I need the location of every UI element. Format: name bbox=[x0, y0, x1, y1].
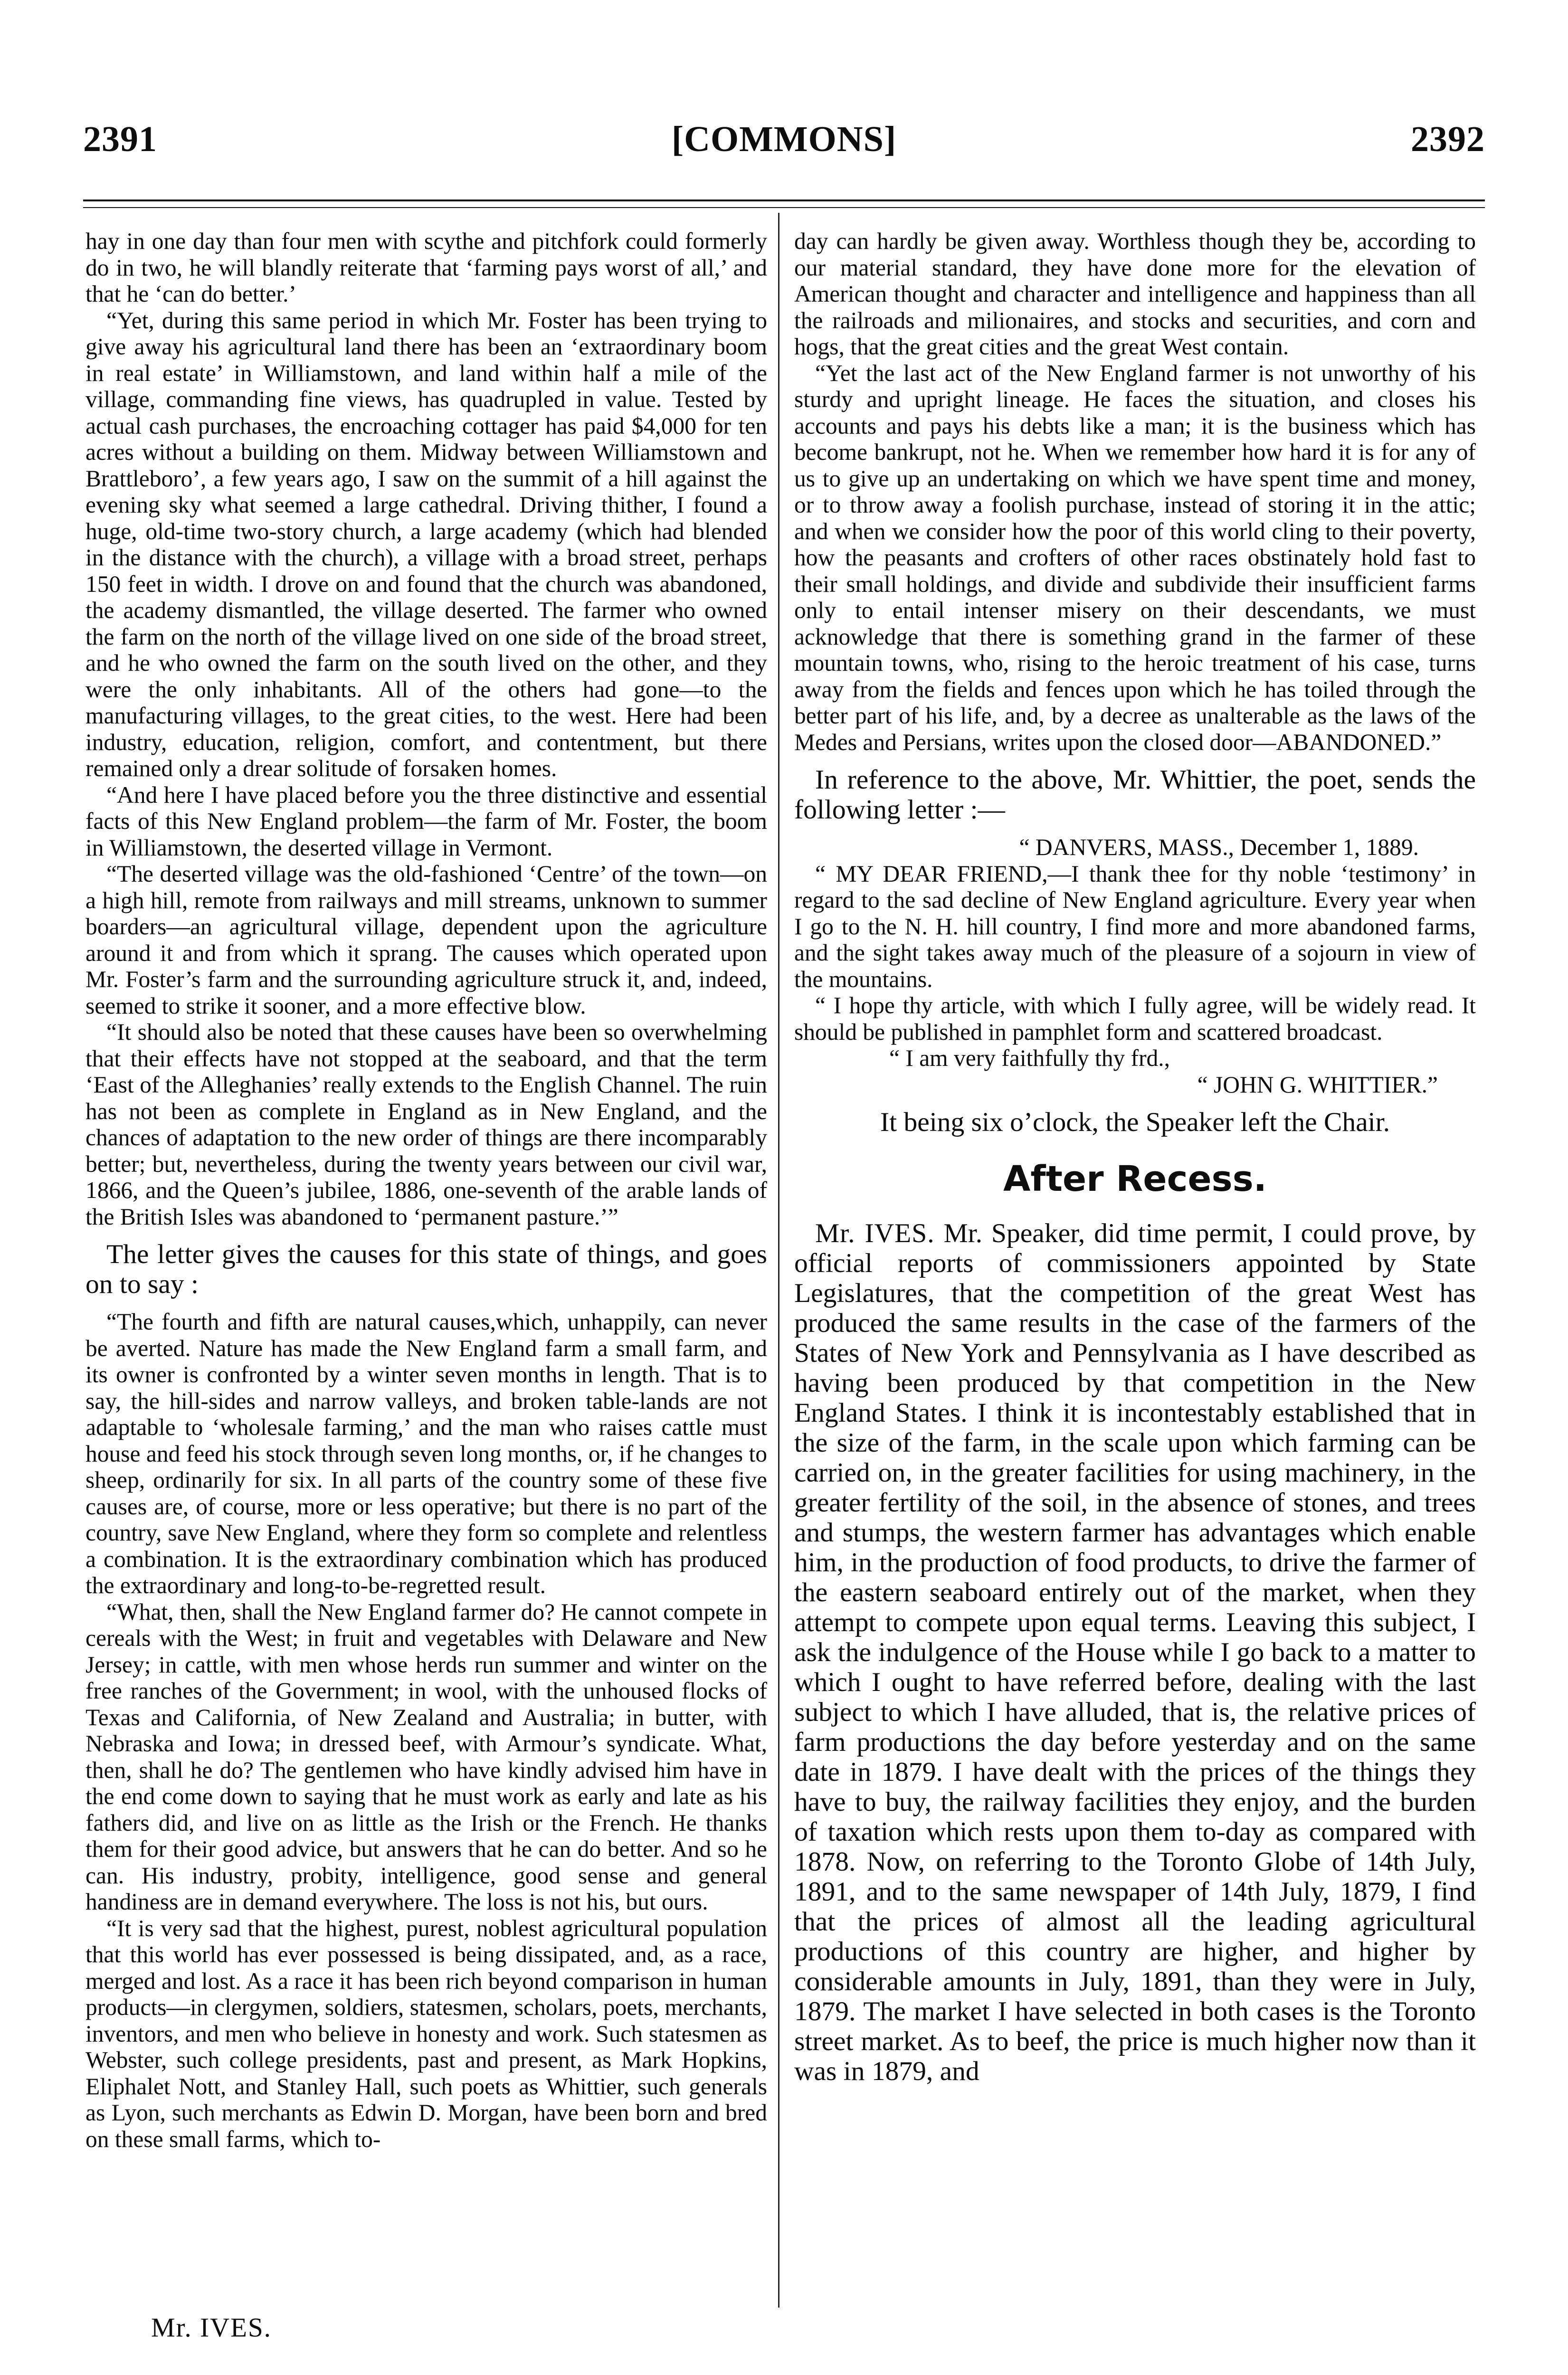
page-number-right: 2392 bbox=[1411, 119, 1485, 159]
letter-paragraph: “ MY DEAR FRIEND,—I thank thee for thy noble ‘testimony’ in regard to the sad decline of New England agriculture. Every year when I go to the N. H. hill country, I find more and more abandoned farms, and the sight takes away much of the pleasure of a sojourn in view of the mountains. bbox=[794, 860, 1476, 992]
page-number-left: 2391 bbox=[83, 119, 157, 159]
column-divider bbox=[778, 213, 779, 2308]
header-rule-thin bbox=[83, 207, 1485, 208]
body-paragraph: In reference to the above, Mr. Whittier, the poet, sends the following letter :— bbox=[794, 765, 1476, 825]
quoted-paragraph: “Yet, during this same period in which Mr. Foster has been trying to give away his agricultural land there has been an ‘extraordinary boom in real estate’ in Williamstown, and land within half a mile of the village, commanding fine views, has quadrupled in value. Tested by actual cash purchases, the encroaching cottager has paid $4,000 for ten acres without a building on them. Midway between Williamstown and Brattleboro’, a few years ago, I saw on the summit of a hill against the evening sky what seemed a large cathedral. Driving thither, I found a huge, old-time two-story church, a large academy (which had blended in the distance with the church), a village with a broad street, perhaps 150 feet in width. I drove on and found that the church was abandoned, the academy dismantled, the village deserted. The farmer who owned the farm on the north of the village lived on one side of the broad street, and he who owned the farm on the south lived on the other, and they were the only inhabitants. All of the others had gone—to the manufacturing villages, to the great cities, to the west. Here had been industry, education, religion, comfort, and contentment, but there remained only a drear solitude of forsaken homes. bbox=[86, 307, 767, 781]
letter-signature: “ JOHN G. WHITTIER.” bbox=[1197, 1071, 1438, 1098]
left-column bbox=[86, 228, 767, 2152]
quoted-paragraph: “The deserted village was the old-fashioned ‘Centre’ of the town—on a high hill, remote from railways and mill streams, unknown to summer boarders—an agricultural village, dependent upon the agriculture around it and from which it sprang. The causes which operated upon Mr. Foster’s farm and the surrounding agriculture struck it, and, indeed, seemed to strike it sooner, and a more effective blow. bbox=[86, 861, 767, 1019]
quoted-paragraph: “It should also be noted that these causes have been so overwhelming that their effects have not stopped at the seaboard, and that the term ‘East of the Alleghanies’ really extends to the English Channel. The ruin has not been as complete in England as in New England, and the chances of adaptation to the new order of things are there incomparably better; but, nevertheless, during the twenty years between our civil war, 1866, and the Queen’s jubilee, 1886, one-seventh of the arable lands of the British Isles was abandoned to ‘permanent pasture.’” bbox=[86, 1019, 767, 1230]
speaker-name: Mr. IVES. bbox=[815, 1218, 935, 1248]
quoted-paragraph: “What, then, shall the New England farmer do? He cannot compete in cereals with the West; in fruit and vegetables with Delaware and New Jersey; in cattle, with men whose herds run summer and winter on the free ranches of the Government; in wool, with the unhoused flocks of Texas and California, of New Zealand and Australia; in butter, with Nebraska and Iowa; in dressed beef, with Armour’s syndicate. What, then, shall he do? The gentlemen who have kindly advised him have in the end come down to saying that he must work as early and late as his fathers did, and live on as little as the Irish or the French. He thanks them for their good advice, but answers that he can do better. And so he can. His industry, probity, intelligence, good sense and general handiness are in demand everywhere. The loss is not his, but ours. bbox=[86, 1598, 767, 1915]
quoted-paragraph: “It is very sad that the highest, purest, noblest agricultural population that this world has ever possessed is being dissipated, and, as a race, merged and lost. As a race it has been rich beyond comparison in human products—in clergymen, soldiers, statesmen, scholars, poets, merchants, inventors, and men who believe in honesty and work. Such statesmen as Webster, such college presidents, past and present, as Mark Hopkins, Eliphalet Nott, and Stanley Hall, such poets as Whittier, such generals as Lyon, such merchants as Edwin D. Morgan, have been born and bred on these small farms, which to- bbox=[86, 1915, 767, 2152]
body-paragraph: The letter gives the causes for this state of things, and goes on to say : bbox=[86, 1239, 767, 1299]
quoted-paragraph: “Yet the last act of the New England farmer is not unworthy of his sturdy and upright lineage. He faces the situation, and closes his accounts and pays his debts like a man; it is the business which has become bankrupt, not he. When we remember how hard it is for any of us to give up an undertaking on which we have spent time and money, or to throw away a foolish purchase, instead of storing it in the attic; and when we consider how the poor of this world cling to their poverty, how the peasants and crofters of other races obstinately hold fast to their small holdings, and divide and subdivide their insufficient farms only to entail intenser misery on their descendants, we must acknowledge that there is something grand in the farmer of these mountain towns, who, rising to the heroic treatment of his case, turns away from the fields and fences upon which he has toiled through the better part of his life, and, by a decree as unalterable as the laws of the Medes and Persians, writes upon the closed door—ABANDONED.” bbox=[794, 360, 1476, 755]
quoted-paragraph: hay in one day than four men with scythe and pitchfork could formerly do in two, he will blandly reiterate that ‘farming pays worst of all,’ and that he ‘can do better.’ bbox=[86, 228, 767, 307]
running-head: [COMMONS] bbox=[671, 119, 897, 159]
header-rule bbox=[83, 200, 1485, 201]
letter-dateline: “ DANVERS, MASS., December 1, 1889. bbox=[1019, 834, 1419, 860]
quoted-paragraph: day can hardly be given away. Worthless though they be, according to our material standard, they have done more for the elevation of American thought and character and intelligence and happiness than all the railroads and milionaires, and stocks and securities, and corn and hogs, that the great cities and the great West contain. bbox=[794, 228, 1476, 360]
letter-paragraph: “ I hope thy article, with which I fully agree, will be widely read. It should be published in pamphlet form and scattered broadcast. bbox=[794, 992, 1476, 1045]
procedural-note: It being six o’clock, the Speaker left the Chair. bbox=[880, 1107, 1390, 1137]
speech-paragraph bbox=[794, 1218, 1476, 2086]
letter-closing: “ I am very faithfully thy frd., bbox=[889, 1045, 1170, 1071]
quoted-paragraph: “The fourth and fifth are natural causes,which, unhappily, can never be averted. Nature has made the New England farm a small farm, and its owner is confronted by a winter seven months in length. That is to say, the hill-sides and narrow valleys, and broken table-lands are not adaptable to ‘wholesale farming,’ and the man who raises cattle must house and feed his stock through seven long months, or, if he changes to sheep, ordinarily for six. In all parts of the country some of these five causes are, of course, more or less operative; but there is no part of the country, save New England, where they form so complete and relentless a combination. It is the extraordinary combination which has produced the extraordinary and long-to-be-regretted result. bbox=[86, 1309, 767, 1598]
speaker-cue: Mr. IVES. bbox=[151, 2313, 272, 2343]
right-column bbox=[794, 228, 1476, 2086]
section-heading: After Recess. bbox=[1003, 1159, 1267, 1199]
speech-text: Mr. Speaker, did time permit, I could prove, by official reports of commissioners appointed by State Legislatures, that the competition of the great West has produced the same results in the case of the farmers of the States of New York and Pennsylvania as I have described as having been produced by that competition in the New England States. I think it is incontestably established that in the size of the farm, in the scale upon which farming can be carried on, in the greater facilities for using machinery, in the greater fertility of the soil, in the absence of stones, and trees and stumps, the western farmer has advantages which enable him, in the production of food products, to drive the farmer of the eastern seaboard entirely out of the market, when they attempt to compete upon equal terms. Leaving this subject, I ask the indulgence of the House while I go back to a matter to which I ought to have referred before, dealing with the last subject to which I have alluded, that is, the relative prices of farm productions the day before yesterday and on the same date in 1879. I have dealt with the prices of the things they have to buy, the railway facilities they enjoy, and the burden of taxation which rests upon them to-day as compared with 1878. Now, on referring to the Toronto Globe of 14th July, 1891, and to the same newspaper of 14th July, 1879, I find that the prices of almost all the leading agricultural productions of this country are higher, and higher by considerable amounts in July, 1891, than they were in July, 1879. The market I have selected in both cases is the Toronto street market. As to beef, the price is much higher now than it was in 1879, and bbox=[794, 1218, 1476, 2086]
page-header bbox=[83, 119, 1485, 166]
quoted-paragraph: “And here I have placed before you the three distinctive and essential facts of this New England problem—the farm of Mr. Foster, the boom in Williamstown, the deserted village in Vermont. bbox=[86, 781, 767, 861]
